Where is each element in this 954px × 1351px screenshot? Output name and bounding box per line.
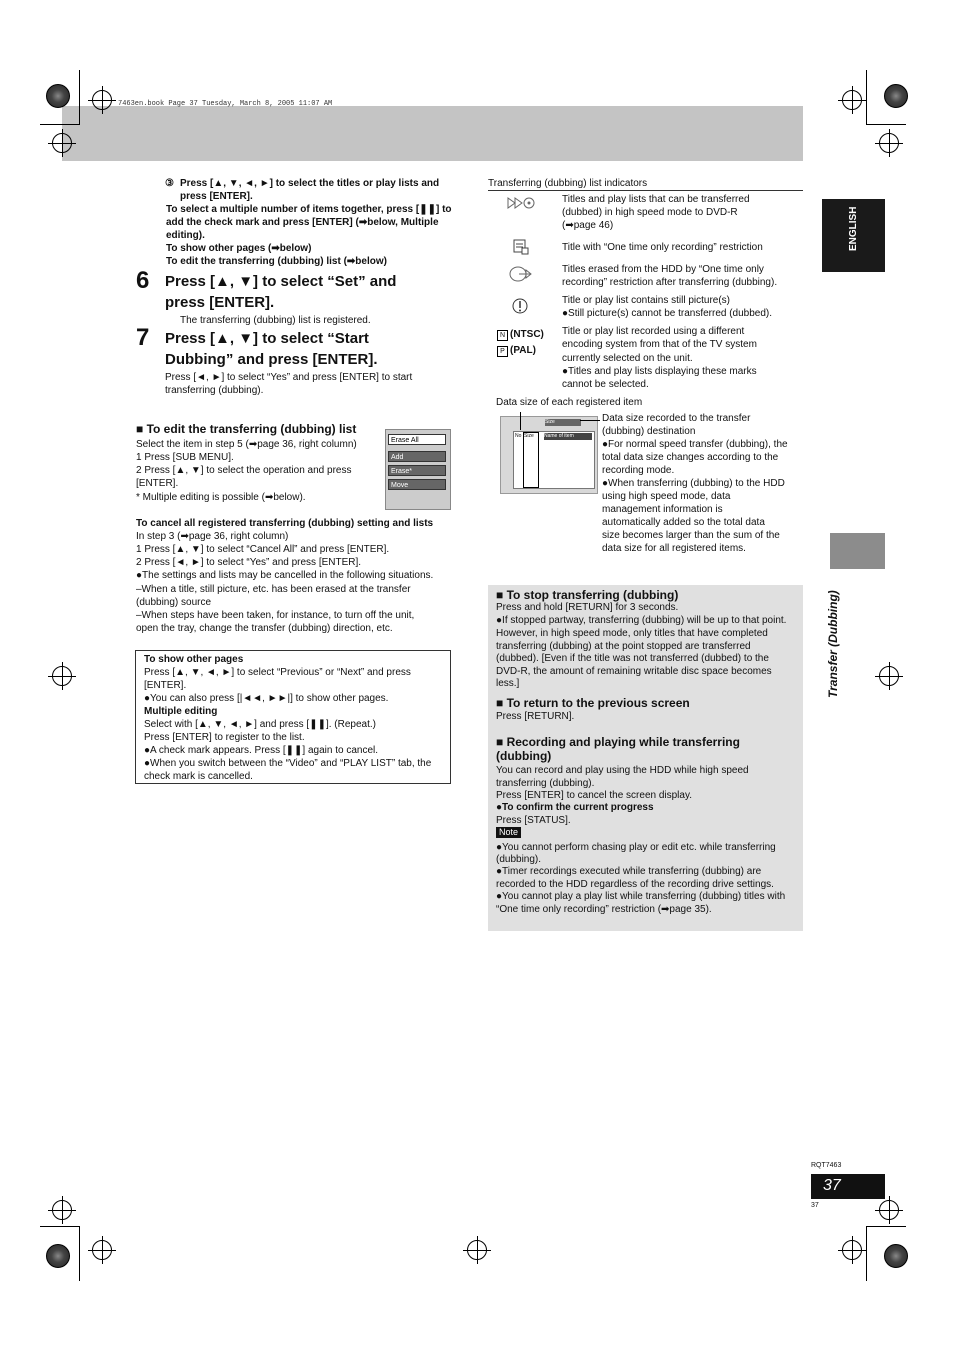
note-line: ●Timer recordings executed while transferring (dubbing) are (496, 866, 762, 877)
crosshair-icon (467, 1240, 487, 1260)
cancel-line: In step 3 (➡page 36, right column) (136, 531, 289, 542)
edit-step: 1 Press [SUB MENU]. (136, 452, 234, 463)
crosshair-icon (52, 1200, 72, 1220)
info-line: Press [▲, ▼, ◄, ►] to select “Previous” or “Next” and press (144, 667, 411, 678)
pal-label: (PAL) (510, 345, 536, 356)
info-line: ●A check mark appears. Press [❚❚] again to cancel. (144, 745, 379, 756)
step7-number: 7 (136, 324, 150, 351)
stop-heading: ■ To stop transferring (dubbing) (496, 588, 679, 602)
data-size-text: automatically added so the total data (602, 517, 765, 528)
info-line: ●You can also press [|◄◄, ►►|] to show other pages. (144, 693, 389, 704)
step6-title: Press [▲, ▼] to select “Set” and (165, 273, 397, 290)
note-line: recorded to the HDD regardless of the recording drive settings. (496, 879, 774, 890)
stop-line: However, in high speed mode, only titles that have completed (496, 628, 768, 639)
indicator-text: ●Still picture(s) cannot be transferred (dubbed). (562, 308, 773, 319)
step3-bullet: To show other pages (➡below) (166, 243, 312, 254)
stop-line: ●If stopped partway, transferring (dubbing) will be up to that point. (496, 615, 787, 626)
cancel-heading: To cancel all registered transferring (dubbing) setting and lists (136, 518, 434, 529)
stop-line: (dubbed). [Even if the title was not transferred (dubbed) to the (496, 653, 769, 664)
indicator-text: Titles erased from the HDD by “One time only (562, 264, 764, 275)
crop-mark (866, 124, 906, 125)
registration-disc-icon (884, 84, 908, 108)
col-name: Name of item (544, 433, 592, 440)
sub-menu-screenshot (385, 429, 451, 510)
crop-mark (866, 1226, 906, 1227)
crosshair-icon (842, 1240, 862, 1260)
page-number-box (811, 1174, 885, 1199)
stop-line: Press and hold [RETURN] for 3 seconds. (496, 602, 679, 613)
step6-title: press [ENTER]. (165, 294, 275, 311)
confirm-line: Press [STATUS]. (496, 815, 571, 826)
note-line: (dubbing). (496, 854, 542, 865)
edit-intro: Select the item in step 5 (➡page 36, right column) (136, 439, 357, 450)
crop-mark (866, 1226, 867, 1281)
header-bar (62, 106, 803, 161)
cancel-line: (dubbing) source (136, 597, 212, 608)
step7-body: transferring (dubbing). (165, 385, 264, 396)
edit-step: [ENTER]. (136, 478, 179, 489)
info-box (135, 650, 451, 784)
indicator-text: Titles and play lists that can be transferred (562, 194, 750, 205)
data-size-label: Data size of each registered item (496, 397, 643, 408)
edit-footnote: * Multiple editing is possible (➡below). (136, 492, 306, 503)
data-size-text: management information is (602, 504, 723, 515)
step7-title: Dubbing” and press [ENTER]. (165, 351, 378, 368)
note-line: “One time only recording” restriction (➡page 35). (496, 904, 712, 915)
erased-title-icon (509, 265, 533, 283)
step3-text: Press [▲, ▼, ◄, ►] to select the titles or play lists and press [ENTER]. (180, 178, 440, 202)
step3-bullet: To edit the transferring (dubbing) list (➡below) (166, 256, 387, 267)
language-tab (822, 199, 885, 272)
info-line: check mark is cancelled. (144, 771, 253, 782)
cancel-line: –When a title, still picture, etc. has been erased at the transfer (136, 584, 411, 595)
crosshair-icon (52, 133, 72, 153)
crop-mark (40, 124, 80, 125)
info-line: [ENTER]. (144, 680, 187, 691)
crop-mark (40, 1226, 80, 1227)
cancel-line: 1 Press [▲, ▼] to select “Cancel All” and press [ENTER]. (136, 544, 390, 555)
data-size-text: recording mode. (602, 465, 675, 476)
high-speed-icon (507, 196, 535, 210)
language-label: ENGLISH (848, 206, 859, 251)
step3-bullet: To select a multiple number of items together, press [❚❚] to add the check mark and press [ENTER] (➡below, Multiple editing). (166, 204, 452, 241)
registration-disc-icon (46, 84, 70, 108)
divider (488, 190, 803, 191)
col-no: No (515, 433, 522, 439)
col-size: Size (523, 432, 539, 488)
file-header: 7463en.book Page 37 Tuesday, March 8, 2005 11:07 AM (118, 100, 333, 108)
registration-disc-icon (884, 1244, 908, 1268)
crosshair-icon (879, 133, 899, 153)
crop-mark (866, 70, 867, 125)
indicator-text: Title with “One time only recording” restriction (562, 242, 763, 253)
crosshair-icon (842, 90, 862, 110)
cancel-line: open the tray, change the transfer (dubbing) direction, etc. (136, 623, 393, 634)
indicator-text: (dubbed) in high speed mode to DVD-R (562, 207, 738, 218)
list-table (513, 431, 595, 489)
recording-line: Press [ENTER] to cancel the screen display. (496, 790, 693, 801)
step6-number: 6 (136, 267, 150, 294)
indicator-text: recording” restriction after transferring (dubbing). (562, 277, 778, 288)
pointer-line (520, 412, 521, 430)
data-size-text: Data size recorded to the transfer (602, 413, 751, 424)
ntsc-label: (NTSC) (510, 329, 544, 340)
cancel-line: 2 Press [◄, ►] to select “Yes” and press [ENTER]. (136, 557, 362, 568)
return-heading: ■ To return to the previous screen (496, 696, 690, 710)
encoding-text: currently selected on the unit. (562, 353, 693, 364)
data-size-text: data size for all registered items. (602, 543, 746, 554)
crosshair-icon (879, 666, 899, 686)
menu-item-erase[interactable]: Erase* (388, 465, 446, 476)
data-size-text: ●When transferring (dubbing) to the HDD (602, 478, 785, 489)
data-size-text: using high speed mode, data (602, 491, 731, 502)
one-time-recording-icon (513, 239, 529, 255)
encoding-text: ●Titles and play lists displaying these marks (562, 366, 757, 377)
edit-heading: ■ To edit the transferring (dubbing) list (136, 422, 357, 436)
encoding-text: Title or play list recorded using a different (562, 326, 745, 337)
doc-code: RQT7463 (811, 1162, 842, 1169)
dubbing-list-screenshot (500, 416, 598, 494)
edit-step: 2 Press [▲, ▼] to select the operation and press (136, 465, 352, 476)
crosshair-icon (52, 666, 72, 686)
crop-mark (79, 1226, 80, 1281)
cancel-line: ●The settings and lists may be cancelled in the following situations. (136, 570, 434, 581)
section-title: Transfer (Dubbing) (826, 590, 840, 698)
registration-disc-icon (46, 1244, 70, 1268)
note-line: ●You cannot perform chasing play or edit etc. while transferring (496, 842, 776, 853)
confirm-heading: ●To confirm the current progress (496, 802, 654, 813)
indicator-text: (➡page 46) (562, 220, 614, 231)
encoding-text: cannot be selected. (562, 379, 649, 390)
menu-item-move[interactable]: Move (388, 479, 446, 490)
info-line: ●When you switch between the “Video” and “PLAY LIST” tab, the (144, 758, 432, 769)
pointer-line (580, 420, 600, 421)
stop-line: transferring (dubbing) at the point stopped are transferred (496, 641, 751, 652)
data-size-text: (dubbing) destination (602, 426, 696, 437)
step7-body: Press [◄, ►] to select “Yes” and press [ENTER] to start (165, 372, 413, 383)
note-line: ●You cannot play a play list while transferring (dubbing) titles with (496, 891, 786, 902)
section-marker (830, 533, 885, 569)
data-size-text: size becomes larger than the sum of the (602, 530, 780, 541)
info-line: Press [ENTER] to register to the list. (144, 732, 305, 743)
info-line: Select with [▲, ▼, ◄, ►] and press [❚❚]. (Repeat.) (144, 719, 376, 730)
recording-heading: (dubbing) (496, 749, 552, 763)
encoding-text: encoding system from that of the TV system (562, 339, 757, 350)
menu-item-add[interactable]: Add (388, 451, 446, 462)
stop-line: DVD-R, the amount of remaining writable disc space becomes (496, 666, 772, 677)
crosshair-icon (92, 90, 112, 110)
step3-number: ③ (165, 178, 174, 189)
data-size-text: ●For normal speed transfer (dubbing), the (602, 439, 788, 450)
step7-title: Press [▲, ▼] to select “Start (165, 330, 369, 347)
info-heading: Multiple editing (144, 706, 218, 717)
recording-line: transferring (dubbing). (496, 778, 595, 789)
recording-line: You can record and play using the HDD while high speed (496, 765, 749, 776)
small-page-number: 37 (811, 1202, 819, 1209)
note-label: Note (496, 827, 521, 838)
return-line: Press [RETURN]. (496, 711, 575, 722)
crosshair-icon (879, 1200, 899, 1220)
pal-badge-icon: P (497, 346, 508, 357)
page-number: 37 (823, 1177, 841, 1194)
crop-mark (79, 70, 80, 125)
stop-line: less.] (496, 678, 520, 689)
ntsc-badge-icon: N (497, 330, 508, 341)
cancel-line: –When steps have been taken, for instance, to turn off the unit, (136, 610, 415, 621)
indicators-heading: Transferring (dubbing) list indicators (488, 178, 648, 189)
recording-heading: ■ Recording and playing while transferring (496, 735, 740, 749)
menu-item-erase-all[interactable]: Erase All (388, 434, 446, 445)
indicator-text: Title or play list contains still picture(s) (562, 295, 731, 306)
still-picture-icon (512, 298, 528, 314)
size-indicator: Size (545, 419, 581, 426)
info-heading: To show other pages (144, 654, 244, 665)
crosshair-icon (92, 1240, 112, 1260)
data-size-text: total data size changes according to the (602, 452, 779, 463)
step6-body: The transferring (dubbing) list is registered. (180, 315, 371, 326)
